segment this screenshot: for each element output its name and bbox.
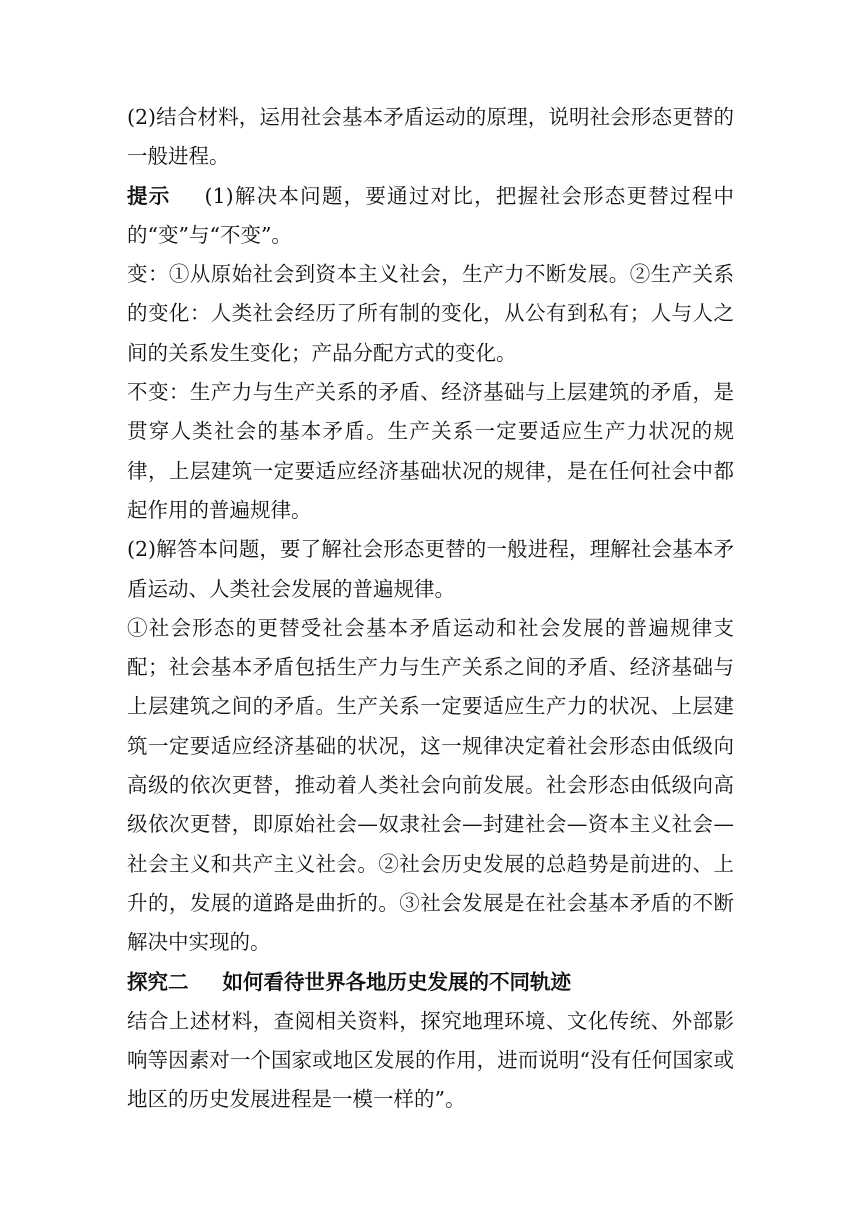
exploration-2-label: 探究二: [127, 969, 189, 994]
answer-points-paragraph: ①社会形态的更替受社会基本矛盾运动和社会发展的普遍规律支配；社会基本矛盾包括生产力与生产关系之间的矛盾、经济基础与上层建筑之间的矛盾。生产关系一定要适应生产力的状况、上层建筑一定要适应经济基础的状况，这一规律决定着社会形态由低级向高级的依次更替，推动着人类社会向前发展。社会形态由低级向高级依次更替，即原始社会—奴隶社会—封建社会—资本主义社会—社会主义和共产主义社会。②社会历史发展的总趋势是前进的、上升的，发展的道路是曲折的。③社会发展是在社会基本矛盾的不断解决中实现的。: [127, 615, 734, 955]
exploration-2-title: 如何看待世界各地历史发展的不同轨迹: [222, 969, 571, 994]
hint-text: (1)解决本问题，要通过对比，把握社会形态更替过程中的“变”与“不变”。: [127, 183, 735, 247]
exploration-2-heading: [127, 963, 734, 1002]
hint-label: 提示: [127, 183, 171, 208]
question-2-paragraph: (2)结合材料，运用社会基本矛盾运动的原理，说明社会形态更替的一般进程。: [127, 105, 734, 169]
hint-paragraph: [127, 177, 734, 256]
task-paragraph: 结合上述材料，查阅相关资料，探究地理环境、文化传统、外部影响等因素对一个国家或地区发展的作用，进而说明“没有任何国家或地区的历史发展进程是一模一样的”。: [127, 1008, 734, 1112]
unchanged-paragraph: 不变：生产力与生产关系的矛盾、经济基础与上层建筑的矛盾，是贯穿人类社会的基本矛盾。生产关系一定要适应生产力状况的规律，上层建筑一定要适应经济基础状况的规律，是在任何社会中都起作用的普遍规律。: [127, 380, 734, 522]
answer-2-paragraph: (2)解答本问题，要了解社会形态更替的一般进程，理解社会基本矛盾运动、人类社会发展的普遍规律。: [127, 537, 734, 601]
change-paragraph: 变：①从原始社会到资本主义社会，生产力不断发展。②生产关系的变化：人类社会经历了所有制的变化，从公有到私有；人与人之间的关系发生变化；产品分配方式的变化。: [127, 262, 734, 365]
